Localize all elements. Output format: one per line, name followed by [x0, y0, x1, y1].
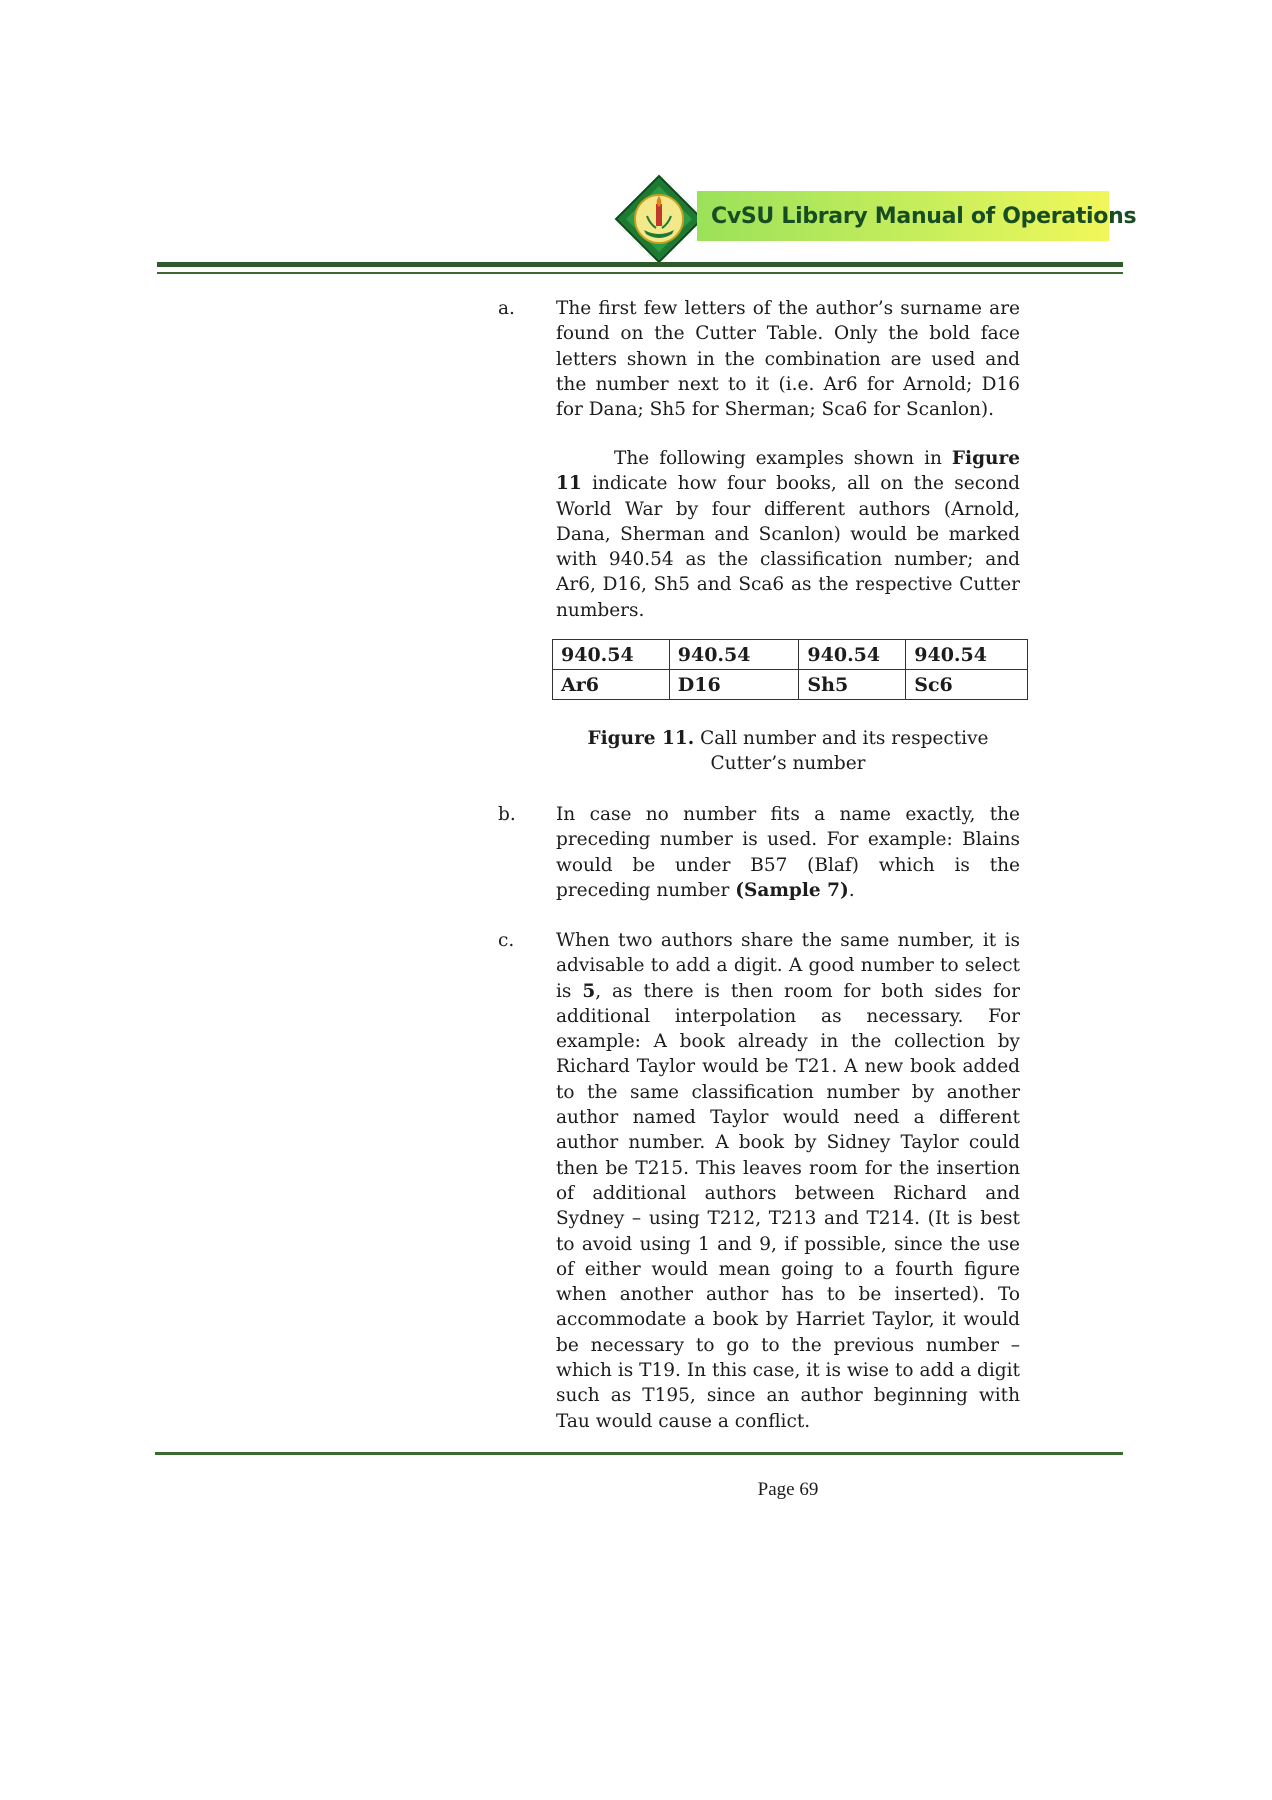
list-item-b [498, 802, 1020, 903]
header-title: CvSU Library Manual of Operations [711, 203, 1137, 229]
page-number: Page 69 [757, 1479, 819, 1500]
list-item-text: In case no number fits a name exactly, the preceding number is used. For example: Blains would be under B57 (Blaf) which is the preceding number (Sample 7). [556, 804, 1020, 901]
table-cell: 940.54 [553, 640, 670, 670]
table-row [553, 640, 1028, 670]
list-item-c [498, 928, 1020, 1434]
table-row [553, 670, 1028, 700]
list-marker: b. [498, 804, 516, 825]
list-item-a [498, 296, 1020, 422]
header-rule-thick [157, 262, 1123, 267]
example-paragraph: The following examples shown in Figure 11 indicate how four books, all on the second World War by four different authors (Arnold, Dana, Sherman and Scanlon) would be marked with 940.54 as the classification number; and Ar6, D16, Sh5 and Sca6 as the respective Cutter numbers. [556, 448, 1020, 621]
list-marker: a. [498, 298, 515, 319]
list-marker: c. [498, 930, 515, 951]
table-cell: 940.54 [669, 640, 799, 670]
table-cell: Sc6 [906, 670, 1028, 700]
header-rule-thin [157, 272, 1123, 274]
table-cell: D16 [669, 670, 799, 700]
figure-label: Figure 11. [587, 728, 695, 749]
table-cell: 940.54 [799, 640, 906, 670]
list-item-text: The first few letters of the author’s surname are found on the Cutter Table. Only the bold face letters shown in the combination are used and the number next to it (i.e. Ar6 for Arnold; D16 for Dana; Sh5 for Sherman; Sca6 for Scanlon). [556, 298, 1020, 421]
table-cell: Ar6 [553, 670, 670, 700]
figure-reference: Figure 11 [556, 448, 1020, 495]
figure-caption: Figure 11. Call number and its respective Cutter’s number [587, 728, 989, 775]
footer-rule [155, 1452, 1123, 1455]
table-cell: Sh5 [799, 670, 906, 700]
call-number-table [552, 639, 1028, 700]
header-banner [697, 191, 1137, 241]
emphasis-digit: 5 [582, 980, 596, 1002]
sample-reference: (Sample 7) [735, 879, 849, 901]
cvsu-logo [614, 174, 704, 264]
table-cell: 940.54 [906, 640, 1028, 670]
list-item-text: When two authors share the same number, it is advisable to add a digit. A good number to select is 5, as there is then room for both sides for additional interpolation as necessary. For example: A book already in the collection by Richard Taylor would be T21. A new book added to the same classification number by another author named Taylor would need a different author number. A book by Sidney Taylor could then be T215. This leaves room for the insertion of additional authors between Richard and Sydney – using T212, T213 and T214. (It is best to avoid using 1 and 9, if possible, since the use of either would mean going to a fourth figure when another author has to be inserted). To accommodate a book by Harriet Taylor, it would be necessary to go to the previous number – which is T19. In this case, it is wise to add a digit such as T195, since an author beginning with Tau would cause a conflict. [556, 930, 1020, 1432]
